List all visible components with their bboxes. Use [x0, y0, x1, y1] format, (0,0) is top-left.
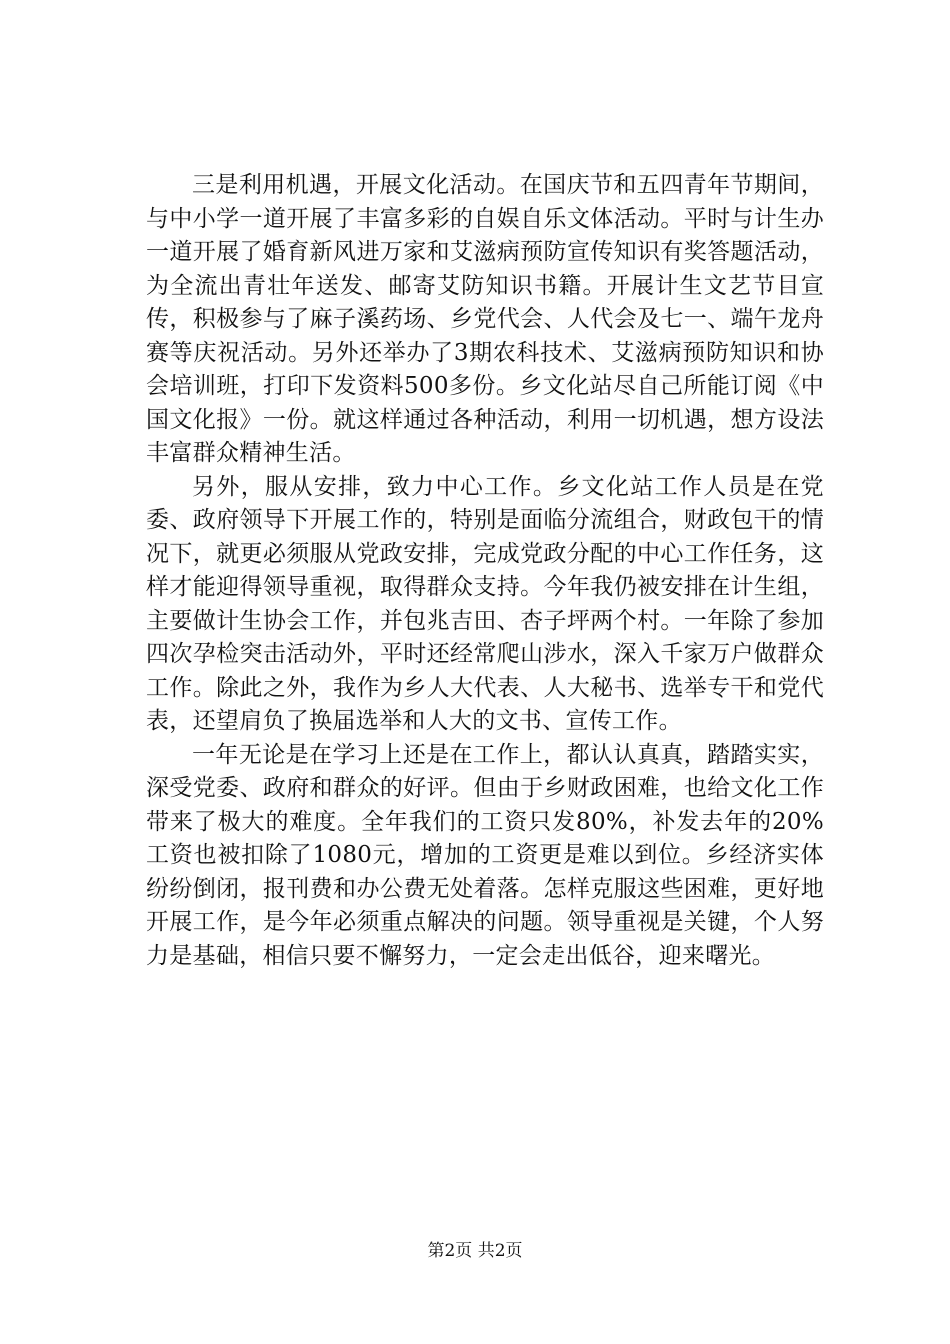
page-number-footer: 第2页 共2页: [427, 1241, 523, 1261]
paragraph-year-summary: 一年无论是在学习上还是在工作上，都认认真真，踏踏实实，深受党委、政府和群众的好评。但由于乡财政困难，也给文化工作带来了极大的难度。全年我们的工资只发80%，补发去年的20%工资也被扣除了1080元，增加的工资更是难以到位。乡经济实体纷纷倒闭，报刊费和办公费无处着落。怎样克服这些困难，更好地开展工作，是今年必须重点解决的问题。领导重视是关键，个人努力是基础，相信只要不懈努力，一定会走出低谷，迎来曙光。: [146, 741, 824, 969]
paragraph-central-work: 另外，服从安排，致力中心工作。乡文化站工作人员是在党委、政府领导下开展工作的，特别是面临分流组合，财政包干的情况下，就更必须服从党政安排，完成党政分配的中心工作任务，这样才能迎得领导重视，取得群众支持。今年我仍被安排在计生组，主要做计生协会工作，并包兆吉田、杏子坪两个村。一年除了参加四次孕检突击活动外，平时还经常爬山涉水，深入千家万户做群众工作。除此之外，我作为乡人大代表、人大秘书、选举专干和党代表，还望肩负了换届选举和人大的文书、宣传工作。: [146, 473, 824, 734]
paragraph-cultural-activities: 三是利用机遇，开展文化活动。在国庆节和五四青年节期间，与中小学一道开展了丰富多彩的自娱自乐文体活动。平时与计生办一道开展了婚育新风进万家和艾滋病预防宣传知识有奖答题活动，为全流出青壮年送发、邮寄艾防知识书籍。开展计生文艺节目宣传，积极参与了麻子溪药场、乡党代会、人代会及七一、端午龙舟赛等庆祝活动。另外还举办了3期农科技术、艾滋病预防知识和协会培训班，打印下发资料500多份。乡文化站尽自己所能订阅《中国文化报》一份。就这样通过各种活动，利用一切机遇，想方设法丰富群众精神生活。: [146, 172, 824, 466]
document-body: [146, 169, 824, 973]
